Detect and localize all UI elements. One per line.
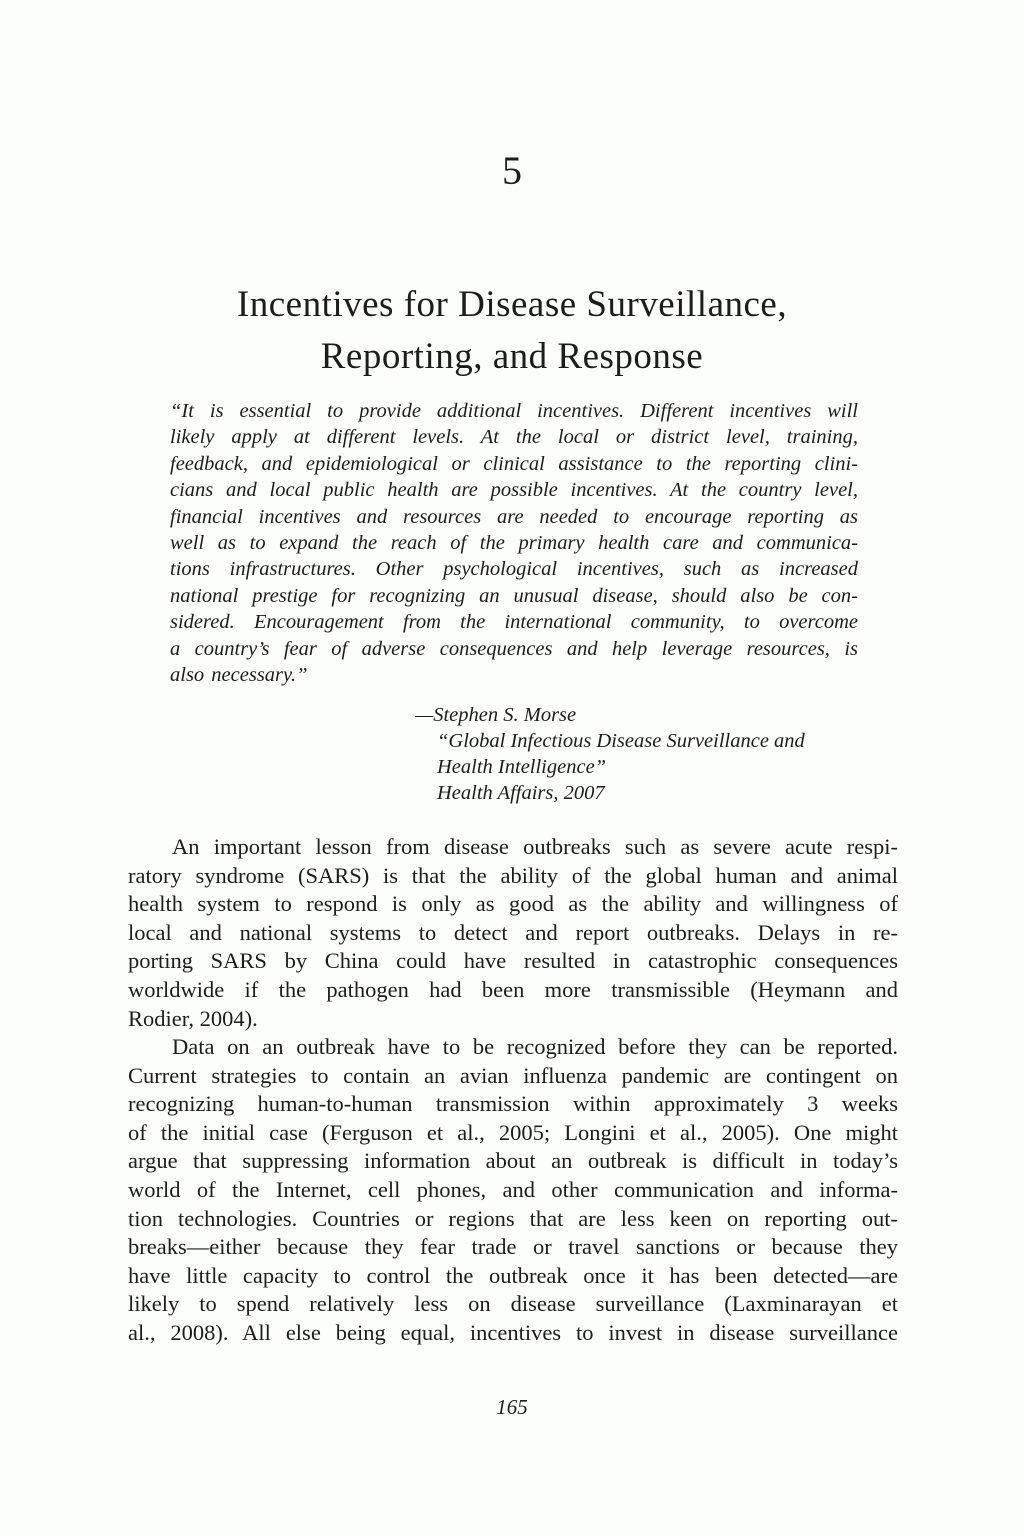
text-line: local and national systems to detect and report outbreaks. Delays in re- [128,919,898,945]
text-line: financial incentives and resources are needed to encourage reporting as [170,505,858,528]
text-line: recognizing human-to-human transmission within approximately 3 weeks [128,1091,898,1117]
text-line: well as to expand the reach of the primary health care and communica- [170,532,858,555]
text-line: national prestige for recognizing an unusual disease, should also be con- [170,584,858,607]
text-line: also necessary.” [170,664,308,687]
chapter-number: 5 [502,148,522,193]
text-line: have little capacity to control the outbreak once it has been detected—are [128,1262,898,1288]
text-line: Rodier, 2004). [128,1005,258,1031]
text-line: tion technologies. Countries or regions that are less keen on reporting out- [128,1205,898,1231]
text-line: al., 2008). All else being equal, incentives to invest in disease surveillance [128,1319,898,1345]
text-line: world of the Internet, cell phones, and other communication and informa- [128,1176,898,1202]
text-line: likely apply at different levels. At the local or district level, training, [170,426,858,449]
text-line: Reporting, and Response [320,336,704,377]
text-line: sidered. Encouragement from the international community, to overcome [170,611,858,634]
text-line: of the initial case (Ferguson et al., 2005; Longini et al., 2005). One might [128,1119,898,1145]
text-line: likely to spend relatively less on disease surveillance (Laxminarayan et [128,1291,898,1317]
text-line: —Stephen S. Morse [415,704,577,726]
text-line: “Global Infectious Disease Surveillance and [437,730,805,752]
epigraph-attribution [415,702,875,806]
text-line: Health Intelligence” [437,756,607,778]
text-line: argue that suppressing information about an outbreak is difficult in today’s [128,1148,898,1174]
page-number: 165 [496,1395,528,1419]
text-line: tions infrastructures. Other psychological incentives, such as increased [170,558,858,581]
text-line: Current strategies to contain an avian influenza pandemic are contingent on [128,1062,898,1088]
chapter-title [112,279,912,383]
text-line: An important lesson from disease outbreaks such as severe acute respi- [172,834,898,859]
text-line: “It is essential to provide additional incentives. Different incentives will [170,400,858,422]
text-line: feedback, and epidemiological or clinical assistance to the reporting clini- [170,452,858,475]
body-paragraph-1 [128,833,898,1033]
text-line: cians and local public health are possible incentives. At the country level, [170,479,858,502]
text-line: health system to respond is only as good as the ability and willingness of [128,891,898,917]
text-line: Incentives for Disease Surveillance, [236,284,788,325]
text-line: Health Affairs, 2007 [437,782,605,804]
epigraph-quote [170,398,858,688]
text-line: breaks—either because they fear trade or travel sanctions or because they [128,1234,898,1260]
text-line: worldwide if the pathogen had been more transmissible (Heymann and [128,976,898,1002]
text-line: porting SARS by China could have resulted in catastrophic consequences [128,948,898,974]
text-line: Data on an outbreak have to be recognized before they can be reported. [172,1034,898,1059]
body-paragraph-2 [128,1033,898,1348]
text-line: a country’s fear of adverse consequences and help leverage resources, is [170,637,858,660]
text-line: ratory syndrome (SARS) is that the ability of the global human and animal [128,862,898,888]
